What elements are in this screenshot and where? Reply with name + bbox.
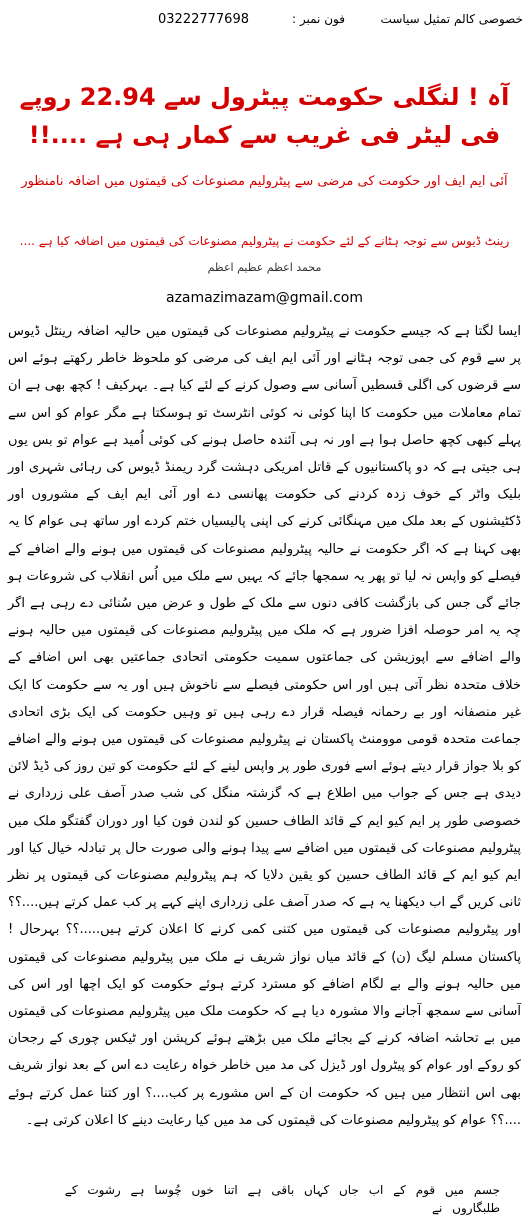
author-byline: محمد اعظم عظیم اعظم — [207, 261, 322, 274]
author-email: azamazimazam@gmail.com — [166, 290, 363, 306]
headline: آہ ! لنگلی حکومت پیٹرول سے 22.94 روپے فی لیٹر فی غریب سے کمار ہی ہے ....!! — [19, 83, 510, 149]
phone-label: فون نمبر : — [292, 12, 345, 26]
phone-number: 03222777698 — [158, 12, 249, 27]
closing-verse: جسم میں قوم کے اب جاں کہاں باقی ہے اتنا خوں چُوسا ہے رشوت کے طلبگاروں نے — [64, 1183, 500, 1215]
tagline: رینٹ ڈیوس سے توجہ ہٹانے کے لئے حکومت نے پیٹرولیم مصنوعات کی قیمتوں میں اضافہ کیا ہے .... — [19, 234, 510, 248]
page-header — [0, 6, 529, 30]
subheadline: آئی ایم ایف اور حکومت کی مرضی سے پیٹرولیم مصنوعات کی قیمتوں میں اضافہ نامنظور — [21, 174, 508, 189]
article-body: ایسا لگتا ہے کہ جیسے حکومت نے پیٹرولیم مصنوعات کی قیمتوں میں حالیہ اضافہ رینٹل ڈیوس پر سے قوم کی جمی توجہ ہٹانے اور آئی ایم ایف کی مرضی کو ملحوظ خاطر رکھتے ہوئے اس سے قرضوں کی اگلی قسطیں آسانی سے وصول کرنے کے لئے کیا ہے۔ بہرکیف ! کچھ بھی ہے ان تمام معاملات میں حکومت کا اپنا کوئی نہ کوئی انٹرسٹ تو ہوسکتا ہے مگر عوام کو اس سے پہلے کبھی کچھ حاصل ہوا ہے اور نہ ہی آئندہ حاصل ہونے کی کوئی اُمید ہے عوام تو بس یوں ہی جیتی ہے کہ دو پاکستانیوں کے قاتل امریکی دہشت گرد ریمنڈ ڈیوس کی رہائی شہری اور بلیک واٹر کے خوف زدہ کردنے کی حکومت پھانسی دے اور آئی ایم ایف کے مشوروں اور ڈکٹیشنوں کے بعد ملک میں مہنگائی کرنے کی اپنی پالیسیاں ختم کردے اور ساتھ ہی عوام کا یہ بھی کہنا ہے کہ اگر حکومت نے حالیہ پیٹرولیم مصنوعات کی قیمتوں میں ہونے والے اضافے کے فیصلے کو واپس نہ لیا تو پھر یہ سمجھا جائے کہ یہیں سے ملک میں اُس انقلاب کی شروعات ہو جائے گی جس کی بازگشت کافی دنوں سے ملک کے طول و عرض میں سُنائی دے رہی ہے اگر چہ یہ امر حوصلہ افزا ضرور ہے کہ ملک میں پیٹرولیم مصنوعات کی قیمتوں میں حالیہ ہونے والے اضافے سے اپوزیشن کی جماعتوں سمیت حکومتی اتحادی جماعتیں بھی اس اضافے کے خلاف متحدہ نظر آتی ہیں اور اس حکومتی فیصلے سے ناخوش ہیں اور یہ سے حکومت کا ایک غیر منصفانہ اور بے رحمانہ فیصلہ قرار دے رہی ہیں تو وہیں حکومت کی ایک بڑی اتحادی جماعت متحدہ قومی موومنٹ پاکستان نے پیٹرولیم مصنوعات کی قیمتوں میں ہونے والے اضافے کو بلا جواز قرار دیتے ہوئے اسے فوری طور پر واپس لینے کے لئے حکومت کو تین روز کی ڈیڈ لائن دیدی ہے جس کے جواب میں اطلاع ہے کہ گزشتہ منگل کی شب صدر آصف علی زرداری نے خصوصی طور پر ایم کیو ایم کے قائد الطاف حسین کو لندن فون کیا اور دوران گفتگو ملک میں پیٹرولیم مصنوعات کی قیمتوں میں اضافے سے پیدا ہونے والی صورت حال پر تبادلہ خیال کیا اور ایم کیو ایم کے قائد الطاف حسین کو یقین دلایا کہ ہم پیٹرولیم مصنوعات کی قیمتوں پر نظر ثانی کریں گے اب دیکھنا یہ ہے کہ صدر آصف علی زرداری اپنے کہے پر کب عمل کرتے ہیں....؟؟ اور پیٹرولیم مصنوعات کی قیمتوں میں کتنی کمی کرنے کا اعلان کرتے ہیں.....؟؟ بہرحال ! پاکستان مسلم لیگ (ن) کے قائد میاں نواز شریف نے ملک میں پیٹرولیم مصنوعات کی قیمتوں میں حالیہ ہونے والے بے لگام اضافے کو مسترد کرتے ہوئے حکومت کو ایک اچھا اور اس کی آسانی سے سمجھ آجانے والا مشورہ دیا ہے کہ حکومت ملک میں پیٹرولیم مصنوعات کی قیمتوں میں بے تحاشہ اضافہ کرنے کے بجائے ملک میں بڑھتے ہوئے کرپشن اور ٹیکس چوری کے رجحان کو روکے اور عوام کو پیٹرول اور ڈیزل کی مد میں خاطر خواہ رعایت دے اس کے بعد نواز شریف بھی اس انتظار میں ہیں کہ حکومت ان کے اس مشورے پر کب....؟ اور کتنا عمل کرتے ہوئے ....؟؟ عوام کو پیٹرولیم مصنوعات کی قیمتوں کی مد میں کیا رعایت دینے کا اعلان کرتی ہے۔ — [8, 324, 521, 1128]
column-title: خصوصی کالم تمثیل سیاست — [380, 12, 523, 26]
